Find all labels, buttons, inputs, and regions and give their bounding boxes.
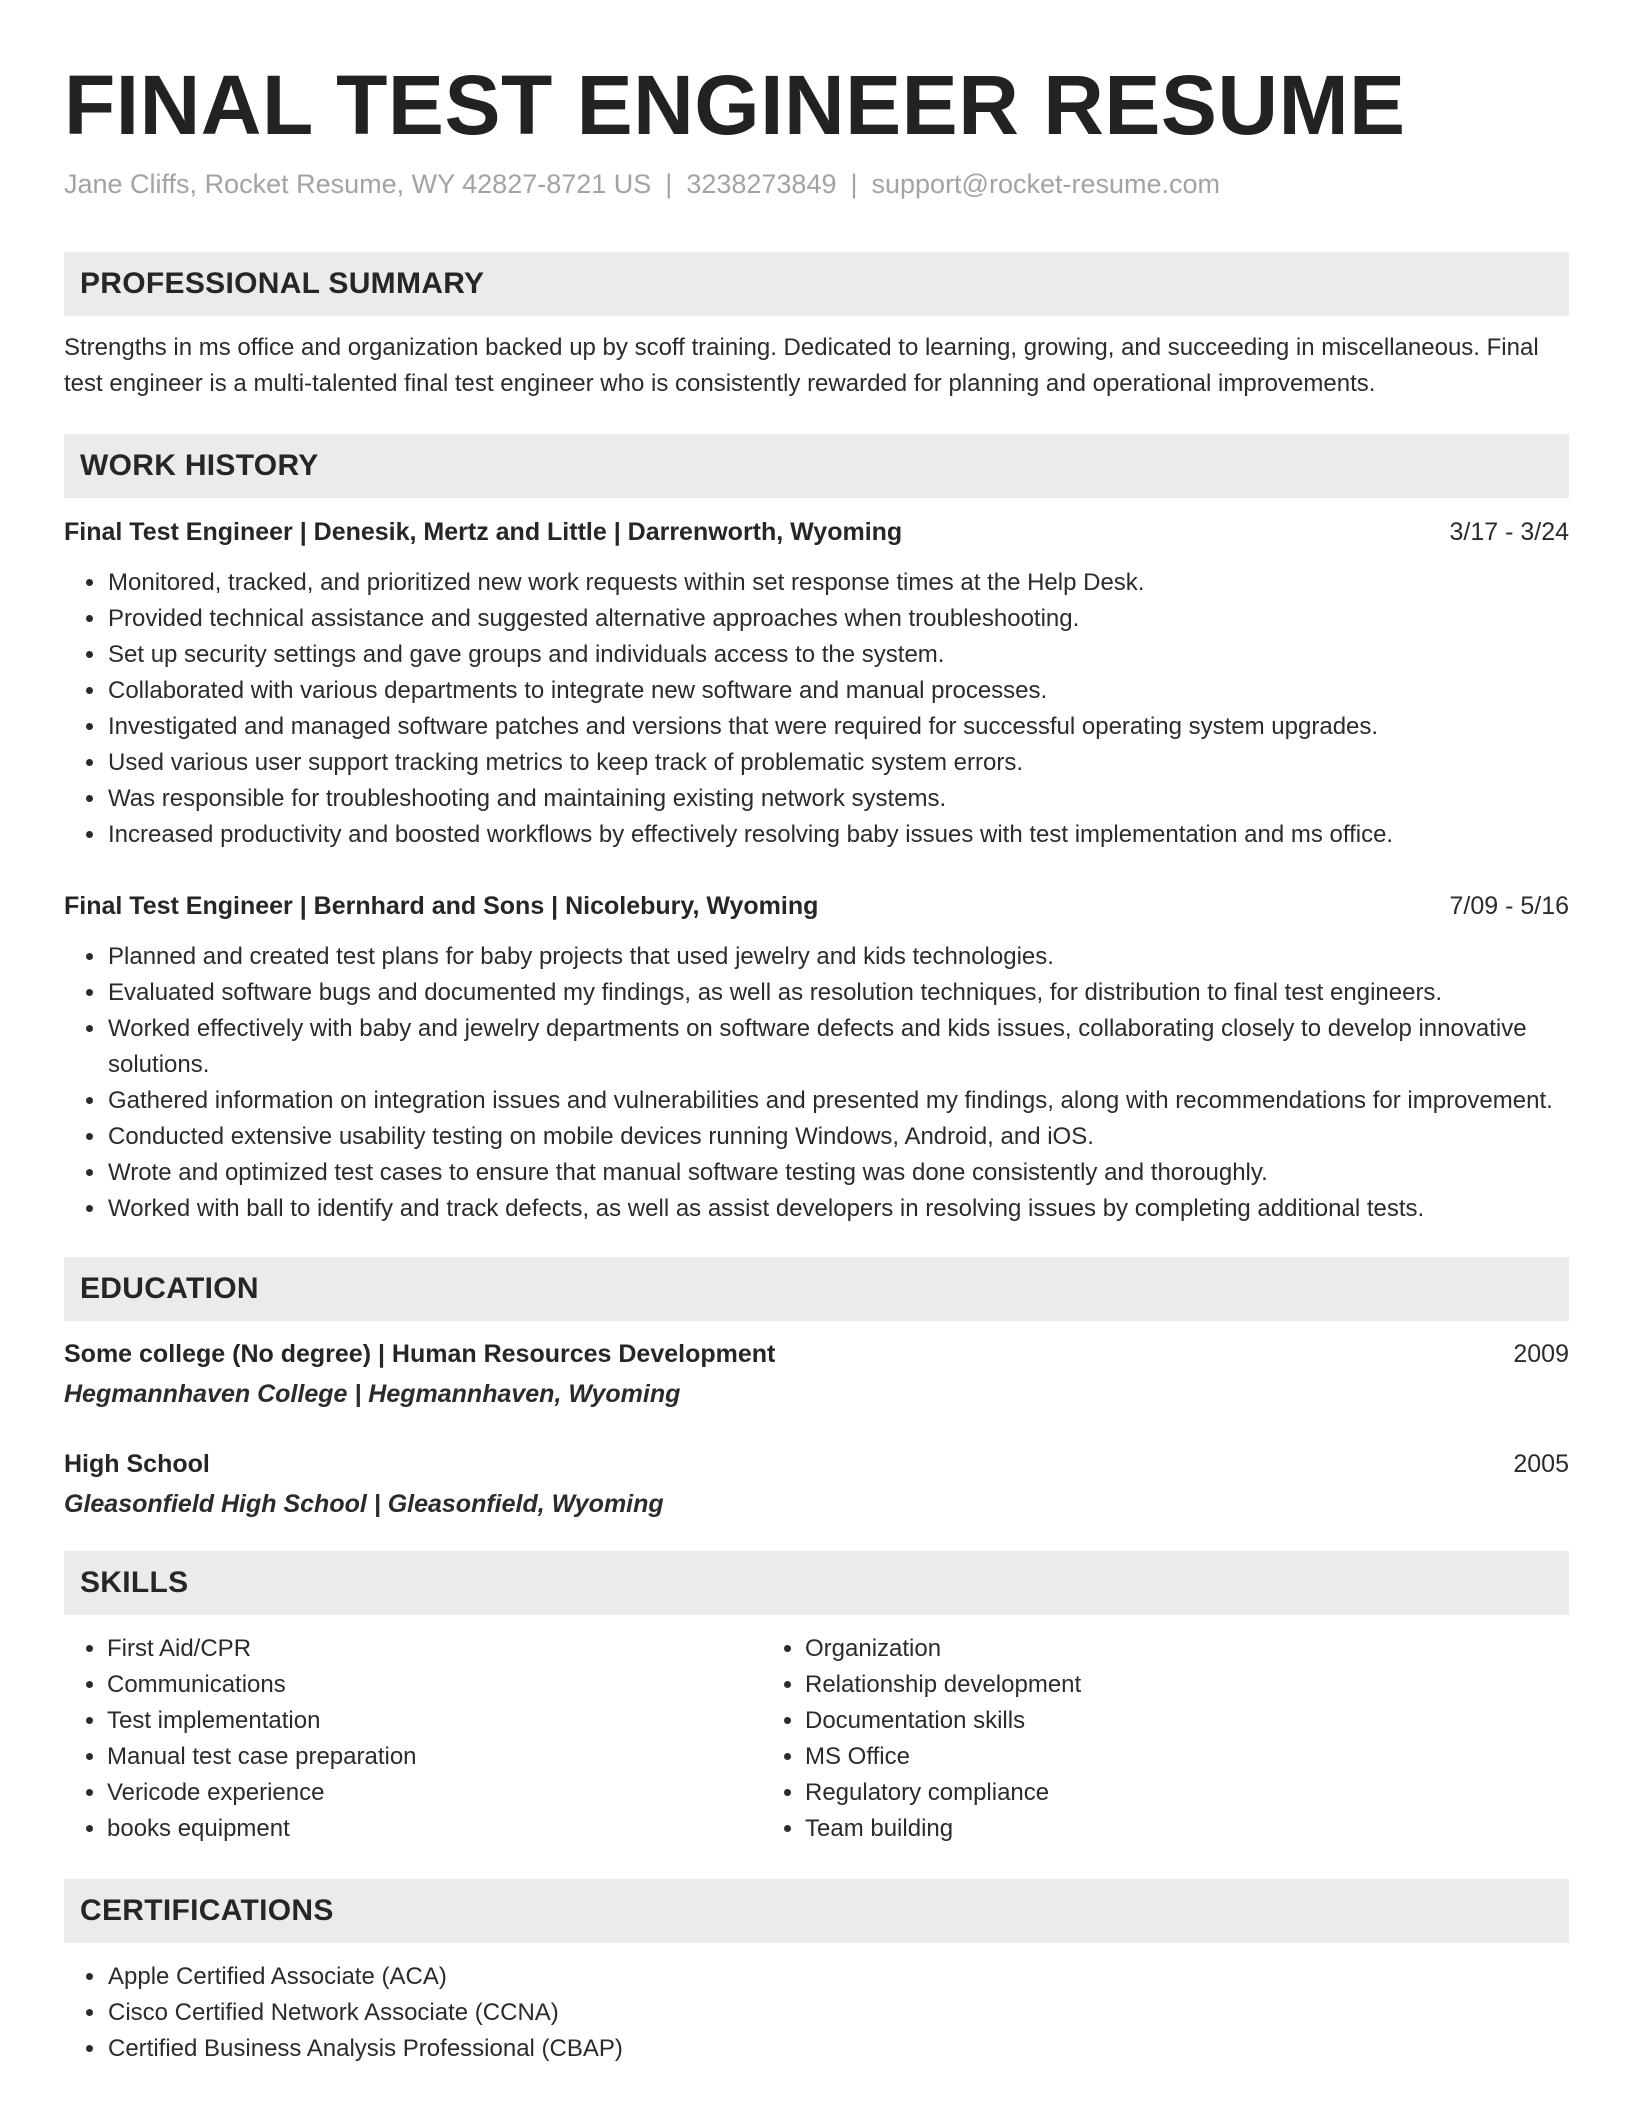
skill-item: • Organization [805,1631,1460,1667]
education-school: Hegmannhaven College | Hegmannhaven, Wyoming [64,1380,681,1408]
contact-phone: 3238273849 [686,169,837,199]
job-bullet: • Was responsible for troubleshooting and maintaining existing network systems. [107,781,1569,817]
job-bullet: • Set up security settings and gave groups and individuals access to the system. [107,637,1569,673]
skill-item: • Team building [805,1811,1460,1847]
education-degree: Some college (No degree) | Human Resources Development [64,1340,776,1368]
skill-item: • Communications [107,1667,762,1703]
section-header-skills: SKILLS [64,1551,1569,1615]
job-bullet: • Monitored, tracked, and prioritized new work requests within set response times at the Help Desk. [107,565,1569,601]
job-heading [64,889,1569,923]
section-header-work-history: WORK HISTORY [64,434,1569,498]
contact-separator: | [850,169,858,199]
job-bullet: • Increased productivity and boosted workflows by effectively resolving baby issues with test implementation and ms office. [107,817,1569,853]
contact-email: support@rocket-resume.com [871,169,1221,199]
skill-item: • books equipment [107,1811,762,1847]
job-heading [64,515,1569,549]
job-bullet-list [64,565,1569,853]
job-title-line: Final Test Engineer | Bernhard and Sons | Nicolebury, Wyoming [64,892,819,920]
job-dates: 3/17 - 3/24 [1449,518,1569,546]
education-heading [64,1337,1569,1371]
job-bullet: • Planned and created test plans for baby projects that used jewelry and kids technologies. [107,939,1569,975]
job-dates: 7/09 - 5/16 [1449,892,1569,920]
certification-list [64,1959,1569,2067]
education-heading [64,1447,1569,1481]
skills-list-left [64,1631,762,1847]
summary-text: Strengths in ms office and organization backed up by scoff training. Dedicated to learning, growing, and succeeding in miscellaneous. Final test engineer is a multi-talented final test engineer who is consistently rewarded for planning and operational improvements. [64,334,1539,397]
contact-line [64,168,1569,200]
section-header-education: EDUCATION [64,1257,1569,1321]
job-bullet: • Gathered information on integration issues and vulnerabilities and presented my findings, along with recommendations for improvement. [107,1083,1569,1119]
education-year: 2005 [1513,1450,1569,1478]
certification-item: • Apple Certified Associate (ACA) [107,1959,1569,1995]
section-header-summary: PROFESSIONAL SUMMARY [64,252,1569,316]
skill-item: • Regulatory compliance [805,1775,1460,1811]
education-year: 2009 [1513,1340,1569,1368]
skill-item: • Vericode experience [107,1775,762,1811]
certification-item: • Cisco Certified Network Associate (CCNA) [107,1995,1569,2031]
skill-item: • First Aid/CPR [107,1631,762,1667]
skill-item: • Test implementation [107,1703,762,1739]
job-bullet: • Wrote and optimized test cases to ensure that manual software testing was done consistently and thoroughly. [107,1155,1569,1191]
resume-title: FINAL TEST ENGINEER RESUME [64,58,1406,152]
job-bullet: • Collaborated with various departments to integrate new software and manual processes. [107,673,1569,709]
education-degree: High School [64,1450,210,1478]
skills-grid [64,1631,1569,1847]
skill-item: • Relationship development [805,1667,1460,1703]
job-bullet: • Conducted extensive usability testing on mobile devices running Windows, Android, and iOS. [107,1119,1569,1155]
skill-item: • Documentation skills [805,1703,1460,1739]
job-bullet: • Worked with ball to identify and track defects, as well as assist developers in resolving issues by completing additional tests. [107,1191,1569,1227]
job-bullet: • Investigated and managed software patches and versions that were required for successful operating system upgrades. [107,709,1569,745]
section-header-certifications: CERTIFICATIONS [64,1879,1569,1943]
skill-item: • Manual test case preparation [107,1739,762,1775]
contact-address: Jane Cliffs, Rocket Resume, WY 42827-8721 US [64,169,652,199]
job-title-line: Final Test Engineer | Denesik, Mertz and Little | Darrenworth, Wyoming [64,518,903,546]
job-bullet: • Used various user support tracking metrics to keep track of problematic system errors. [107,745,1569,781]
certification-item: • Certified Business Analysis Professional (CBAP) [107,2031,1569,2067]
job-bullet: • Provided technical assistance and suggested alternative approaches when troubleshooting. [107,601,1569,637]
job-bullet: • Worked effectively with baby and jewelry departments on software defects and kids issues, collaborating closely to develop innovative solutions. [107,1011,1569,1083]
education-school: Gleasonfield High School | Gleasonfield, Wyoming [64,1490,664,1518]
skills-list-right [762,1631,1460,1847]
skill-item: • MS Office [805,1739,1460,1775]
job-bullet: • Evaluated software bugs and documented my findings, as well as resolution techniques, for distribution to final test engineers. [107,975,1569,1011]
job-bullet-list [64,939,1569,1227]
contact-separator: | [665,169,673,199]
